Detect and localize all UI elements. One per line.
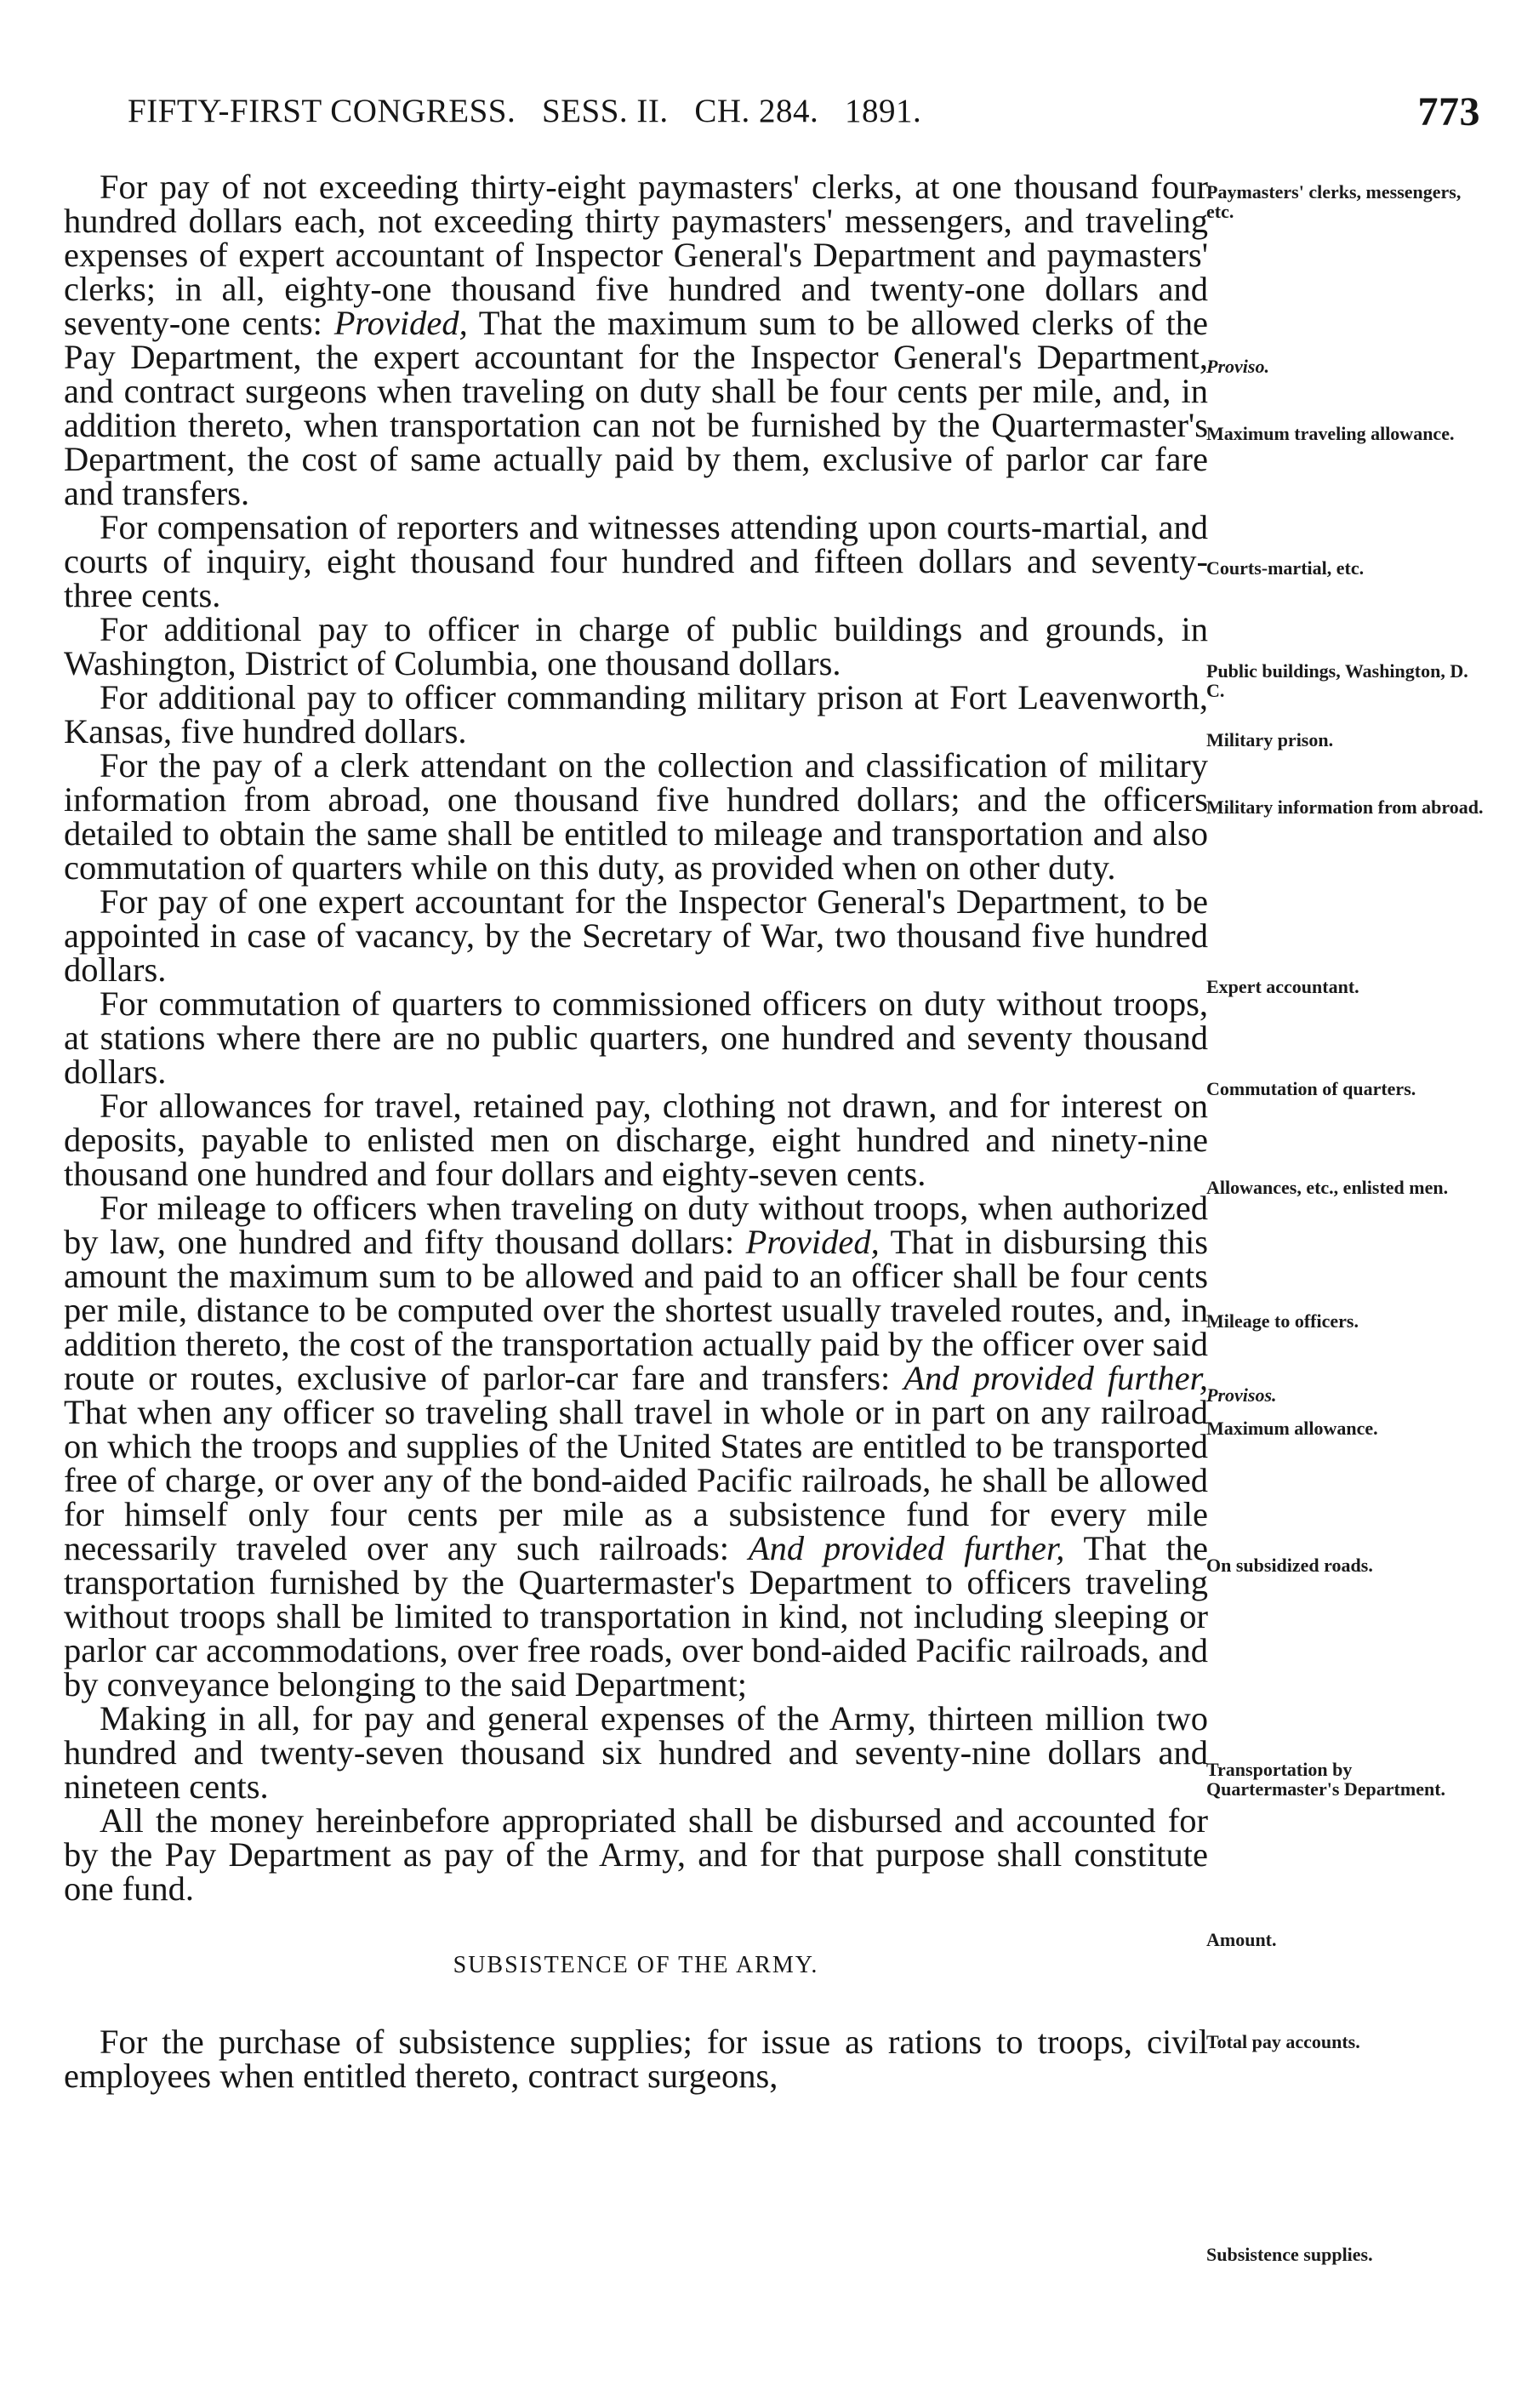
margin-note-military-information: Military information from abroad.	[1206, 796, 1484, 818]
margin-note-military-prison: Military prison.	[1206, 729, 1334, 750]
italic-text: Provided,	[745, 1223, 880, 1261]
running-title: FIFTY-FIRST CONGRESS. SESS. II. CH. 284. 1891.	[128, 93, 922, 129]
margin-note-maximum-allowance: Maximum allowance.	[1206, 1418, 1378, 1439]
paragraph-text: Making in all, for pay and general expenses of the Army, thirteen million two hundred and twenty-seven thousand six hundred and seventy-nine dollars and nineteen cents.	[64, 1699, 1208, 1806]
italic-text: And provided further,	[903, 1359, 1209, 1397]
margin-note-commutation-of-quarters: Commutation of quarters.	[1206, 1078, 1416, 1099]
paragraph-text: That in disbursing this amount the maximum sum to be allowed and paid to an officer shall be four cents per mile, distance to be computed over the shortest usually traveled routes, and, in addition thereto, the cost of the transportation actually paid by the officer over said route or routes, exclusive of parlor-car fare and transfers:	[64, 1223, 1208, 1397]
margin-note-courts-martial: Courts-martial, etc.	[1206, 557, 1365, 579]
margin-note-paymasters-clerks: Paymasters' clerks, messengers, etc.	[1206, 181, 1462, 222]
paragraph-text: For the pay of a clerk attendant on the collection and classification of military information from abroad, one thousand five hundred dollars; and the officers detailed to obtain the same shall be entitled to mileage and transportation and also commutation of quarters while on this duty, as provided when on other duty.	[64, 746, 1208, 887]
italic-text: Provided,	[333, 304, 468, 342]
margin-note-on-subsidized-roads: On subsidized roads.	[1206, 1555, 1373, 1576]
paragraph-text: That when any officer so traveling shall travel in whole or in part on any railroad on which the troops and supplies of the United States are entitled to be transported free of charge, or over any of the bond-aided Pacific railroads, he shall be allowed for himself only four cents per mile as a subsistence fund for every mile necessarily traveled over any such railroads:	[64, 1393, 1208, 1567]
paragraph-text: For additional pay to officer in charge of public buildings and grounds, in Washington, District of Columbia, one thousand dollars.	[64, 610, 1208, 682]
page-header	[128, 89, 1480, 143]
paragraph-text: That the maximum sum to be allowed clerks of the Pay Department, the expert accountant for the Inspector General's Department, and contract surgeons when traveling on duty shall be four cents per mile, and, in addition thereto, when transportation can not be furnished by the Quartermaster's Department, the cost of same actually paid by them, exclusive of parlor car fare and transfers.	[64, 304, 1208, 512]
paragraph-courts-martial	[64, 508, 1208, 614]
paragraph-subsistence-supplies: For the purchase of subsistence supplies; for issue as rations to troops, civil employees when entitled thereto, contract surgeons,	[64, 2023, 1208, 2095]
paragraph-amount	[64, 1699, 1208, 1806]
paragraph-military-prison	[64, 678, 1208, 750]
margin-note-allowances-enlisted-men: Allowances, etc., enlisted men.	[1206, 1177, 1449, 1198]
margin-note-amount: Amount.	[1206, 1929, 1277, 1950]
margin-note-provisos: Provisos.	[1206, 1384, 1277, 1406]
paragraph-text: For allowances for travel, retained pay, clothing not drawn, and for interest on deposits, payable to enlisted men on discharge, eight hundred and ninety-nine thousand one hundred and four dollars and eighty-seven cents.	[64, 1087, 1208, 1193]
margin-note-subsistence-supplies: Subsistence supplies.	[1206, 2244, 1373, 2265]
paragraph-text: All the money hereinbefore appropriated shall be disbursed and accounted for by the Pay Department as pay of the Army, and for that purpose shall constitute one fund.	[64, 1801, 1208, 1908]
paragraph-text: For mileage to officers when traveling on duty without troops, when authorized by law, one hundred and fifty thousand dollars:	[64, 1189, 1208, 1261]
page-number: 773	[1417, 89, 1480, 134]
margin-note-total-pay-accounts: Total pay accounts.	[1206, 2031, 1360, 2052]
paragraph-commutation-of-quarters	[64, 984, 1208, 1091]
margin-note-public-buildings: Public buildings, Washington, D. C.	[1206, 660, 1468, 701]
margin-note-expert-accountant: Expert accountant.	[1206, 976, 1359, 997]
paragraph-text: For commutation of quarters to commissioned officers on duty without troops, at stations where there are no public quarters, one hundred and seventy thousand dollars.	[64, 984, 1208, 1091]
margin-note-proviso: Proviso.	[1206, 356, 1269, 377]
body-text	[64, 170, 1208, 2093]
paragraph-expert-accountant	[64, 882, 1208, 989]
paragraph-paymasters-clerks	[64, 170, 1208, 511]
paragraph-allowances-enlisted-men	[64, 1089, 1208, 1191]
paragraph-military-information	[64, 746, 1208, 887]
paragraph-text: For pay of one expert accountant for the Inspector General's Department, to be appointed in case of vacancy, by the Secretary of War, two thousand five hundred dollars.	[64, 882, 1208, 989]
paragraph-text: For additional pay to officer commanding military prison at Fort Leavenworth, Kansas, five hundred dollars.	[64, 678, 1208, 750]
paragraph-public-buildings	[64, 610, 1208, 682]
margin-note-maximum-traveling-allowance: Maximum traveling allowance.	[1206, 423, 1455, 444]
section-heading: SUBSISTENCE OF THE ARMY.	[453, 1952, 819, 1978]
paragraph-text: For pay of not exceeding thirty-eight paymasters' clerks, at one thousand four hundred dollars each, not exceeding thirty paymasters' messengers, and traveling expenses of expert accountant of Inspector General's Department and paymasters' clerks; in all, eighty-one thousand five hundred and twenty-one dollars and seventy-one cents:	[64, 168, 1208, 342]
paragraph-text: That the transportation furnished by the Quartermaster's Department to officers traveling without troops shall be limited to transportation in kind, not including sleeping or parlor car accommodations, over free roads, over bond-aided Pacific railroads, and by conveyance belonging to the said Department;	[64, 1529, 1208, 1703]
margin-note-transportation-by-quartermaster: Transportation by Quartermaster's Department.	[1206, 1759, 1446, 1800]
italic-text: And provided further,	[748, 1529, 1065, 1567]
paragraph-text: For compensation of reporters and witnesses attending upon courts-martial, and courts of inquiry, eight thousand four hundred and fifteen dollars and seventy-three cents.	[64, 508, 1208, 614]
paragraph-total-pay-accounts	[64, 1801, 1208, 1908]
margin-note-mileage-to-officers: Mileage to officers.	[1206, 1310, 1359, 1332]
paragraph-mileage-to-officers	[64, 1191, 1208, 1702]
